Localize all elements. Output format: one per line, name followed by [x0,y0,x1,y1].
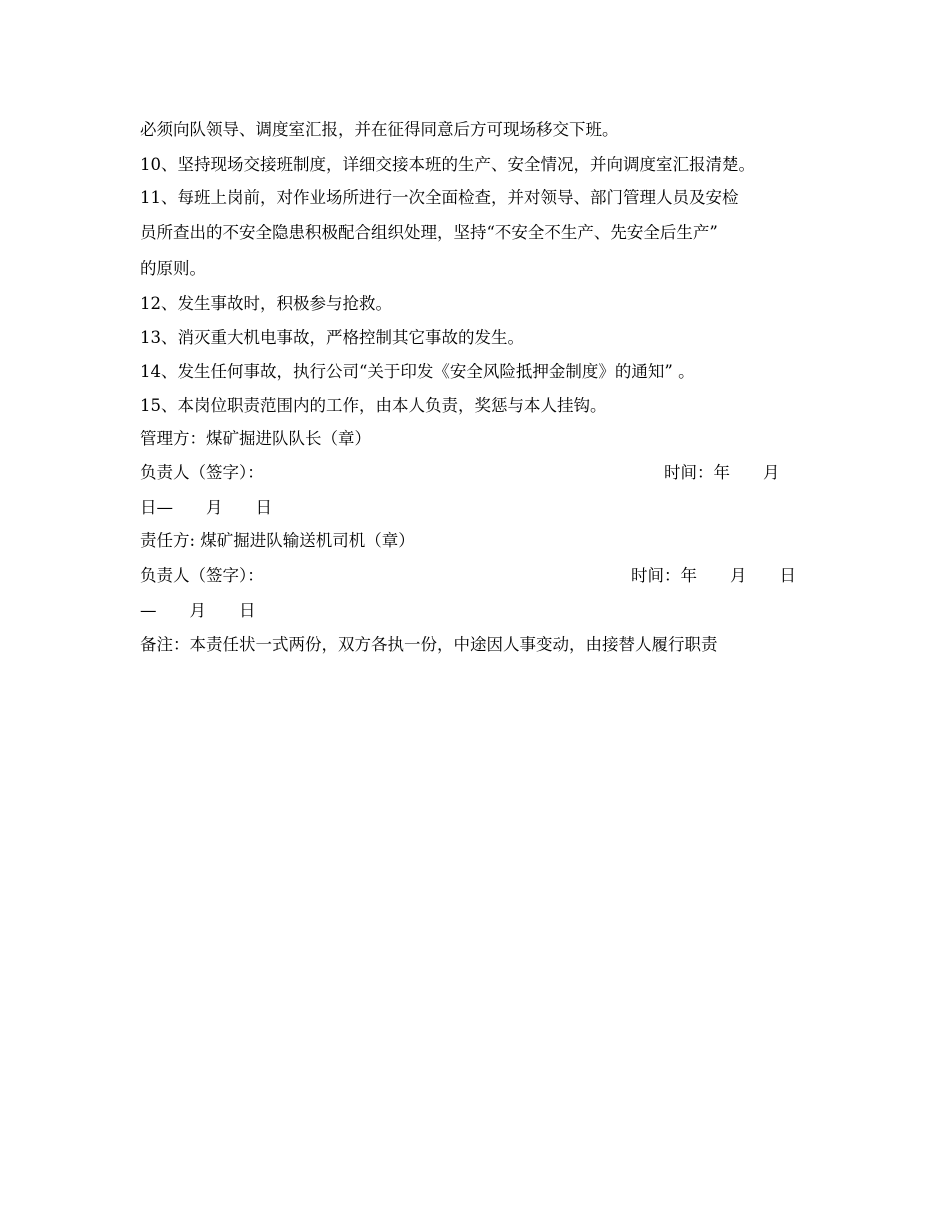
responsible-time-continuation: — 月 日 [140,601,256,620]
paragraph-line: 10、坚持现场交接班制度，详细交接本班的生产、安全情况，并向调度室汇报清楚。 [140,155,755,174]
management-party: 管理方：煤矿掘进队队长（章） [140,429,371,448]
paragraph-line: 14、发生任何事故，执行公司“关于印发《安全风险抵押金制度》的通知” 。 [140,362,695,381]
responsible-party: 责任方: 煤矿掘进队输送机司机（章） [140,531,415,550]
paragraph-line: 必须向队领导、调度室汇报，并在征得同意后方可现场移交下班。 [140,120,619,139]
management-time-label: 时间：年 月 [664,463,780,482]
paragraph-line: 员所查出的不安全隐患积极配合组织处理，坚持“不安全不生产、先安全后生产” [140,223,718,242]
remark-note: 备注：本责任状一式两份，双方各执一份，中途因人事变动，由接替人履行职责 [140,635,718,654]
management-signature-row [140,462,820,484]
paragraph-line: 13、消灭重大机电事故，严格控制其它事故的发生。 [140,328,524,347]
management-signer-label: 负责人（签字）： [140,463,264,482]
paragraph-line: 的原则。 [140,259,206,278]
responsible-signature-row [140,565,820,587]
responsible-time-label: 时间：年 月 日 [631,566,796,585]
paragraph-line: 11、每班上岗前，对作业场所进行一次全面检查，并对领导、部门管理人员及安检 [140,188,739,207]
paragraph-line: 12、发生事故时，积极参与抢救。 [140,294,392,313]
management-time-continuation: 日— 月 日 [140,498,272,517]
paragraph-line: 15、本岗位职责范围内的工作，由本人负责，奖惩与本人挂钩。 [140,396,607,415]
responsible-signer-label: 负责人（签字）： [140,566,264,585]
